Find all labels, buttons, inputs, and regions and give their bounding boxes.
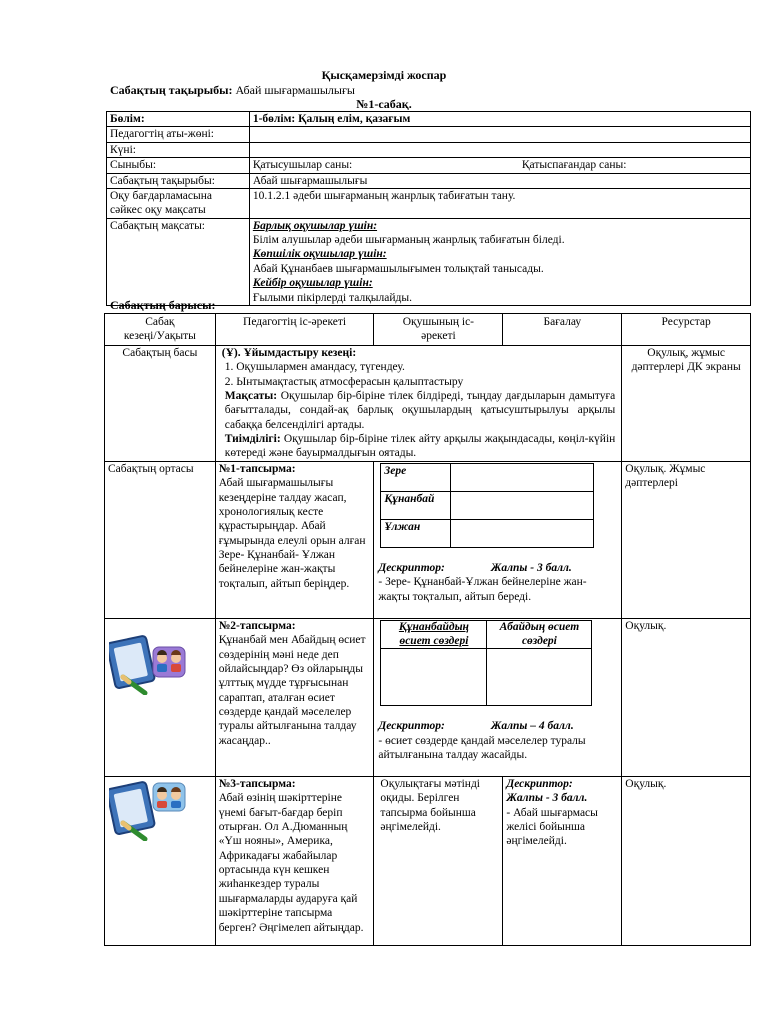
row-task-1 [105, 461, 751, 618]
organization-item-1: 1. Оқушылармен амандасу, түгендеу. [224, 361, 405, 374]
col-teacher: Педагогтің іс-әрекеті [215, 314, 374, 346]
resources-task-2: Оқулық. [622, 618, 751, 776]
task-3-score: Жалпы - 3 балл. [506, 792, 588, 805]
objective-value: 10.1.2.1 әдеби шығарманың жанрлық табиғатын тану. [249, 188, 750, 218]
task-2-descriptor: Дескриптор: Жалпы – 4 балл. [378, 720, 574, 733]
most-students-text: Абай Құнанбаев шығармашылығымен толықтай танысады. [252, 262, 544, 275]
some-students-text: Ғылыми пікірлерді талқылайды. [252, 291, 412, 304]
topic-line [110, 83, 355, 98]
topic-label: Сабақтың тақырыбы: [110, 83, 233, 97]
topic-row-label: Сабақтың тақырыбы: [107, 173, 250, 188]
organization-cell [215, 345, 622, 461]
row-task-2 [105, 618, 751, 776]
task-1-score: Жалпы - 3 балл. [490, 561, 572, 574]
col-stage: Сабақ кезеңі/Уақыты [105, 314, 216, 346]
students-book-icon [109, 779, 187, 841]
task-2-text: Құнанбай мен Абайдың өсиет сөздерінің мәні неде деп ойлайсыңдар? Өз ойларыңды ұлттық мүдде тұрғысынан сараптап, аталған өсиет сөздерде қандай мәселелер туралы айтылғанына талдау жасаңдар.. [218, 634, 366, 747]
header-row [105, 314, 751, 346]
task-1-descriptor-text: - Зере- Құнанбай-Ұлжан бейнелеріне жан-жақты тоқталып, айтып береді. [378, 576, 587, 603]
class-label: Сыныбы: [107, 158, 250, 173]
task-3-icon-cell [105, 776, 216, 945]
task-1-cell [215, 461, 374, 618]
resources-task-1: Оқулық. Жұмыс дәптерлері [622, 461, 751, 618]
date-value [249, 142, 750, 157]
document-title: Қысқамерзімді жоспар [321, 68, 447, 82]
col-assessment: Бағалау [503, 314, 622, 346]
names-table [380, 463, 594, 548]
task-3-assessment-cell [503, 776, 622, 945]
task-1-assessment-cell [374, 461, 622, 618]
participants-label: Қатысушылар саны: [249, 158, 500, 173]
task-2-icon-cell [105, 618, 216, 776]
task-2-cell [215, 618, 374, 776]
name-ulzhan: Ұлжан [381, 519, 451, 547]
absent-label: Қатыспағандар саны: [500, 158, 751, 173]
lesson-number: №1-сабақ. [356, 97, 412, 111]
organization-item-2: 2. Ынтымақтастық атмосферасын қалыптастыру [224, 375, 464, 388]
abai-wills-header: Абайдың өсиет сөздері [487, 620, 592, 649]
progress-table [104, 313, 751, 946]
col-resources: Ресурстар [622, 314, 751, 346]
students-book-icon [109, 633, 187, 695]
task-3-cell [215, 776, 374, 945]
some-students-label: Кейбір оқушылар үшін: [252, 277, 373, 290]
effectiveness-paragraph: Тиімділігі: Оқушылар бір-біріне тілек айту арқылы жақындасады, көңіл-күйін көтереді және бауырмалдығын оятады. [224, 433, 616, 460]
stage-middle: Сабақтың ортасы [105, 461, 216, 618]
stage-beginning: Сабақтың басы [105, 345, 216, 461]
aim-paragraph: Мақсаты: Оқушылар бір-біріне тілек білдіреді, тыңдау дағдыларын дамытуға бағытталады, сондай-ақ барлық оқушылардың қатысуштырылуы арқылы сабаққа белсенділігі артады. [224, 389, 616, 431]
name-kunanbai: Құнанбай [381, 491, 451, 519]
organization-heading: (Ұ). Ұйымдастыру кезеңі: [221, 346, 357, 359]
objective-label: Оқу бағдарламасына сәйкес оқу мақсаты [107, 188, 250, 218]
task-1-title: №1-тапсырма: [218, 462, 296, 475]
task-2-descriptor-text: - өсиет сөздерде қандай мәселелер туралы айтылғанына талдау жасайды. [378, 734, 586, 762]
info-table [106, 111, 751, 306]
task-2-assessment-cell [374, 618, 622, 776]
teacher-value [249, 127, 750, 142]
task-3-student-cell: Оқулықтағы мәтінді оқиды. Берілген тапсырма бойынша әңгімелейді. [374, 776, 503, 945]
col-student: Оқушының іс- әрекеті [374, 314, 503, 346]
date-label: Күні: [107, 142, 250, 157]
task-2-title: №2-тапсырма: [218, 619, 296, 632]
all-students-text: Білім алушылар әдеби шығарманың жанрлық табиғатын біледі. [252, 234, 565, 246]
goal-label: Сабақтың мақсаты: [107, 218, 250, 305]
resources-task-3: Оқулық. [622, 776, 751, 945]
kunanbai-wills-header: Құнанбайдың өсиет сөздері [381, 620, 487, 649]
teacher-label: Педагогтің аты-жөні: [107, 127, 250, 142]
task-3-descriptor-label: Дескриптор: [506, 777, 573, 790]
section-value: 1-бөлім: Қалың елім, қазағым [249, 112, 750, 127]
task-3-title: №3-тапсырма: [218, 777, 296, 790]
most-students-label: Көпшілік оқушылар үшін: [252, 248, 387, 261]
name-zere: Зере [381, 463, 451, 491]
row-task-3 [105, 776, 751, 945]
goal-value [249, 218, 750, 305]
task-2-score: Жалпы – 4 балл. [490, 720, 574, 733]
progress-label: Сабақтың барысы: [110, 298, 216, 312]
wills-table [380, 620, 592, 707]
section-label: Бөлім: [107, 112, 250, 127]
task-1-descriptor: Дескриптор: Жалпы - 3 балл. [378, 561, 572, 574]
row-beginning [105, 345, 751, 461]
task-3-descriptor-text: - Абай шығармасы желісі бойынша әңгімелейді. [506, 806, 598, 848]
topic-row-value: Абай шығармашылығы [249, 173, 750, 188]
task-1-text: Абай шығармашылығы кезеңдеріне талдау жасап, хронологиялық кесте құрастырыңдар. Абай ғұмырында елеулі орын алған Зере- Құнанбай- Ұлжан бейнелеріне жан-жақты тоқталып, айтып беріңдер. [218, 477, 366, 590]
task-3-text: Абай өзінің шәкірттеріне үнемі бағыт-бағдар беріп отырған. Ол А.Дюманның «Үш нояны», Америка, Африкадағы жабайылар ортасында күн кешкен жиһанкездер туралы шығармаларды аударуға қай шәкірттеріне тапсырма берген? Әңгімелеп айтыңдар. [218, 792, 364, 934]
resources-beginning: Оқулық, жұмыс дәптерлері ДК экраны [622, 345, 751, 461]
topic-value: Абай шығармашылығы [235, 83, 355, 97]
all-students-label: Барлық оқушылар үшін: [252, 219, 378, 232]
